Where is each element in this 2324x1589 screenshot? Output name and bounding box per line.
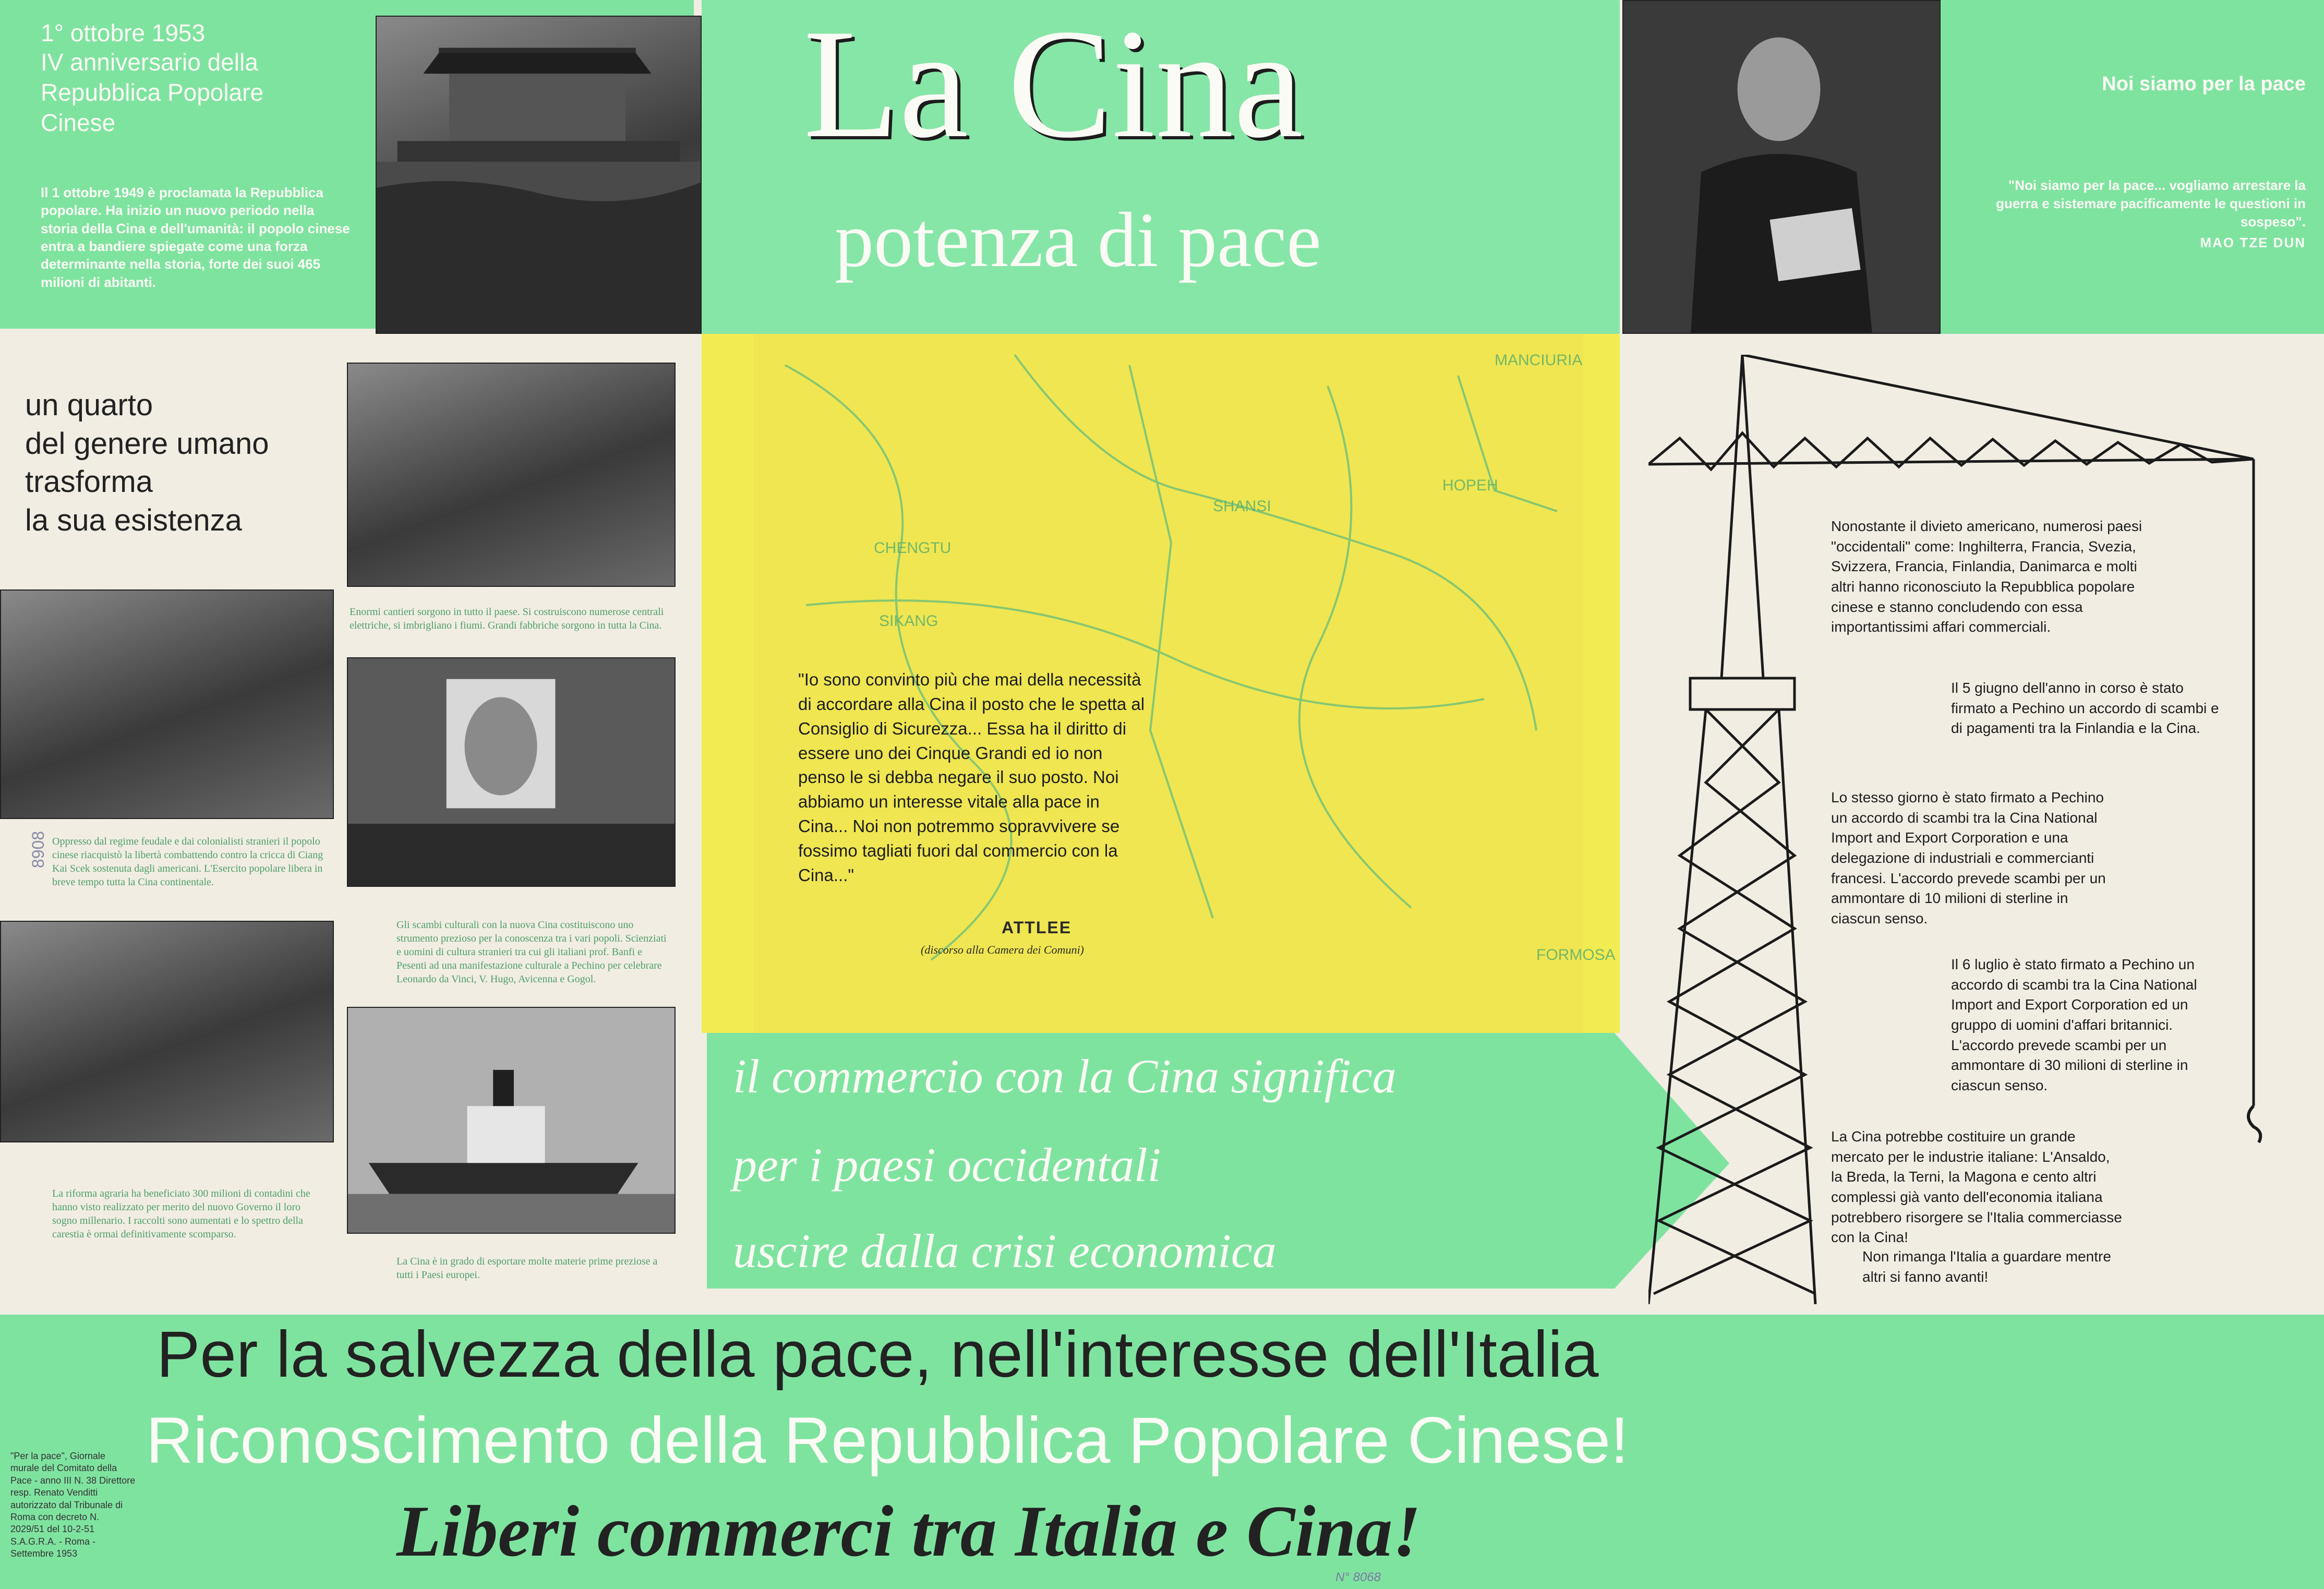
mao-quote: "Noi siamo per la pace... vogliamo arrestare la guerra e sistemare pacificamente le questioni in sospeso". bbox=[1996, 177, 2306, 230]
arrow-text-line-2: per i paesi occidentali bbox=[733, 1138, 1161, 1191]
attlee-source: (discorso alla Camera dei Comuni) bbox=[921, 943, 1084, 956]
anniversary-body: Il 1 ottobre 1949 è proclamata la Repubblica popolare. Ha inizio un nuovo periodo nella storia della Cina e dell'umanità: il popolo cinese entra a bandiere spiegate come una forza determinante nella storia, forte dei suoi 465 milioni di abitanti. bbox=[41, 185, 350, 290]
map-label-1: MANCIURIA bbox=[1495, 352, 1583, 369]
attlee-author: ATTLEE bbox=[1002, 918, 1072, 937]
ship-illustration bbox=[348, 1008, 675, 1233]
left-headline bbox=[25, 386, 338, 540]
crowd-photo bbox=[0, 589, 334, 819]
map-label-4: FORMOSA bbox=[1536, 946, 1616, 964]
anniversary-line-1: IV anniversario della bbox=[41, 49, 258, 76]
finland-paragraph: Il 5 giugno dell'anno in corso è stato firmato a Pechino un accordo di scambi e di pagamenti tra la Finlandia e la Cina. bbox=[1951, 680, 2219, 737]
headline-line-4: la sua esistenza bbox=[25, 503, 242, 537]
culture-photo bbox=[347, 657, 676, 887]
anniversary-block bbox=[41, 19, 364, 138]
ship-photo bbox=[347, 1007, 676, 1234]
map-label-5: HOPEH bbox=[1442, 477, 1498, 494]
headline-line-1: un quarto bbox=[25, 388, 153, 422]
italy-appeal: Non rimanga l'Italia a guardare mentre altri si fanno avanti! bbox=[1862, 1248, 2111, 1285]
speaker-illustration bbox=[1623, 1, 1940, 333]
anniversary-date: 1° ottobre 1953 bbox=[41, 19, 206, 46]
publisher-imprint: "Per la pace", Giornale murale del Comitato della Pace - anno III N. 38 Direttore resp. Renato Venditti autorizzato dal Tribunale di Roma con decreto N. 2029/51 del 10-2-51 S.A.G.R.A. - Roma - Settembre 1953 bbox=[10, 1451, 136, 1559]
anniversary-line-3: Cinese bbox=[41, 109, 116, 137]
arrow-text-line-3: uscire dalla crisi economica bbox=[733, 1224, 1277, 1278]
land-reform-caption: La riforma agraria ha beneficiato 300 milioni di contadini che hanno visto realizzato per merito del nuovo Governo il loro sogno millenario. I raccolti sono aumentati e lo spettro della carestia è ormai definitivamente scomparso. bbox=[52, 1188, 310, 1240]
recognition-paragraph: Nonostante il divieto americano, numerosi paesi "occidentali" come: Inghilterra, Francia, Svezia, Svizzera, Francia, Finlandia, Danimarca e molti altri hanno riconosciuto la Repubblica popolare cinese e stanno concludendo con essa importantissimi affari commerciali. bbox=[1831, 518, 2142, 635]
tiananmen-illustration bbox=[377, 17, 701, 333]
margin-note: 8908 bbox=[29, 830, 48, 869]
mao-quote-author: MAO TZE DUN bbox=[2200, 235, 2306, 250]
map-label-3: SIKANG bbox=[879, 612, 938, 630]
arrow-text-line-1: il commercio con la Cina significa bbox=[733, 1050, 1396, 1103]
handwritten-number: N° 8068 bbox=[1335, 1570, 1381, 1584]
tiananmen-photo bbox=[376, 16, 702, 334]
headline-line-2: del genere umano bbox=[25, 426, 269, 461]
main-title: La Cina bbox=[803, 0, 1304, 170]
anniversary-line-2: Repubblica Popolare bbox=[41, 79, 264, 106]
subtitle: potenza di pace bbox=[835, 197, 1321, 283]
top-right-panel bbox=[1941, 0, 2324, 334]
construction-caption: Enormi cantieri sorgono in tutto il paese. Si costruiscono numerose centrali elettriche, si imbrigliano i fiumi. Grandi fabbriche sorgono in tutta la Cina. bbox=[350, 606, 664, 631]
attlee-quote: "Io sono convinto più che mai della necessità di accordare alla Cina il posto che le spetta al Consiglio di Sicurezza... Essa ha il diritto di essere uno dei Cinque Grandi ed io non penso le si debba negare il suo posto. Noi abbiamo un interesse vitale alla pace in Cina... Noi non potremmo sopravvivere se fossimo tagliati fuori dal commercio con la Cina..." bbox=[798, 670, 1145, 885]
slogan-line-3: Liberi commerci tra Italia e Cina! bbox=[396, 1491, 1421, 1572]
portrait-illustration bbox=[348, 658, 675, 886]
map-label-6: SHANSI bbox=[1213, 498, 1271, 515]
peace-heading: Noi siamo per la pace bbox=[2102, 73, 2306, 95]
italy-paragraph: La Cina potrebbe costituire un grande mercato per le industrie italiane: L'Ansaldo, la Breda, la Terni, la Magona e cento altri complessi già vanto dell'economia italiana potrebbero risorgere se l'Italia commerciasse con la Cina! bbox=[1831, 1128, 2122, 1246]
map-label-2: CHENGTU bbox=[874, 539, 952, 557]
culture-caption: Gli scambi culturali con la nuova Cina costituiscono uno strumento prezioso per la conoscenza tra i vari popoli. Scienziati e uomini di cultura stranieri tra cui gli italiani prof. Banfi e Pesenti ad una manifestazione culturale a Pechino per celebrare Leonardo da Vinci, V. Hugo, Avicenna e Gogol. bbox=[396, 919, 667, 985]
export-caption: La Cina è in grado di esportare molte materie prime preziose a tutti i Paesi europei. bbox=[396, 1256, 658, 1281]
mao-photo bbox=[1622, 0, 1941, 334]
slogan-line-2: Riconoscimento della Repubblica Popolare Cinese! bbox=[146, 1404, 1629, 1477]
slogan-line-1: Per la salvezza della pace, nell'interesse dell'Italia bbox=[156, 1318, 1599, 1391]
headline-line-3: trasforma bbox=[25, 465, 153, 499]
farmers-photo bbox=[0, 921, 334, 1142]
liberation-caption: Oppresso dal regime feudale e dai colonialisti stranieri il popolo cinese riacquistò la libertà combattendo contro la cricca di Ciang Kai Scek sostenuta dagli americani. L'Esercito popolare libera in breve tempo tutta la Cina continentale. bbox=[52, 836, 323, 888]
britain-paragraph: Il 6 luglio è stato firmato a Pechino un accordo di scambi tra la Cina National Import and Export Corporation ed un gruppo di uomini d'affari britannici. L'accordo prevede scambi per un ammontare di 30 milioni di sterline in ciascun senso. bbox=[1951, 956, 2197, 1093]
france-paragraph: Lo stesso giorno è stato firmato a Pechino un accordo di scambi tra la Cina National Import and Export Corporation e una delegazione di industriali e commercianti francesi. L'accordo prevede scambi per un ammontare di 10 milioni di sterline in ciascun senso. bbox=[1831, 789, 2106, 926]
construction-photo bbox=[347, 363, 676, 587]
